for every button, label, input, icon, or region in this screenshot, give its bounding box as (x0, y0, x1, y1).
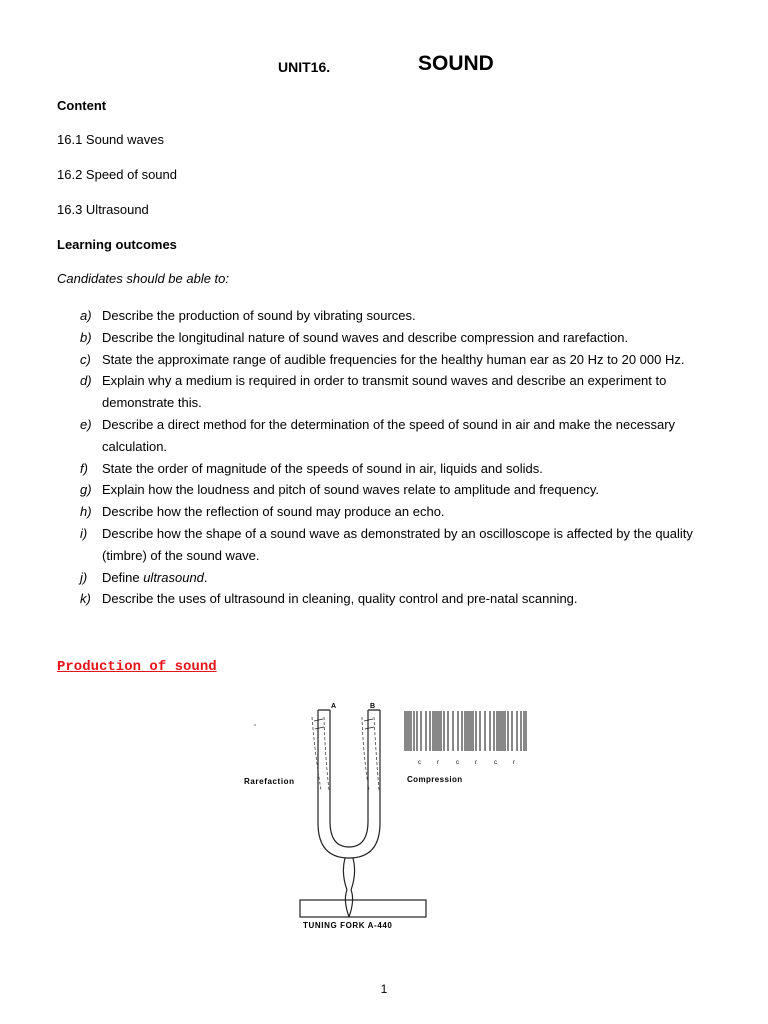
outcome-item (57, 458, 737, 480)
outcome-text: Explain why a medium is required in order to transmit sound waves and describe an experiment to demonstrate this. (102, 373, 667, 411)
outcome-marker: e) (80, 416, 92, 432)
outcome-marker: i) (80, 525, 88, 541)
learning-intro: Candidates should be able to: (57, 271, 230, 286)
outcome-marker: a) (80, 308, 92, 323)
outcome-text: Describe the production of sound by vibrating sources. (102, 308, 416, 323)
outcome-item (57, 523, 737, 567)
speck (425, 907, 427, 909)
tuning-fork-diagram (235, 695, 545, 940)
outcome-marker: g) (80, 482, 92, 498)
outcome-item (57, 567, 737, 589)
wave-mark-label: r (475, 760, 477, 766)
outcome-marker: f) (80, 460, 88, 476)
prong-a-label: A (331, 703, 337, 710)
outcome-marker: h) (80, 504, 92, 520)
outcome-text: Describe the uses of ultrasound in cleaning, quality control and pre-natal scanning. (102, 591, 578, 607)
speck (254, 724, 255, 725)
sound-wave-marks (418, 760, 515, 766)
outcome-marker: k) (80, 591, 91, 607)
outcome-text: Describe how the reflection of sound may produce an echo. (102, 504, 445, 520)
outcome-item (57, 414, 737, 458)
prong-arrow (365, 727, 374, 729)
rarefaction-label: Rarefaction (244, 777, 295, 786)
outcome-item (57, 349, 737, 371)
page-number: 1 (380, 982, 388, 996)
tuning-fork-caption: TUNING FORK A-440 (303, 921, 393, 930)
outcome-text (102, 567, 737, 589)
content-item: 16.2 Speed of sound (57, 167, 177, 182)
prong-arrows (314, 719, 374, 729)
learning-outcomes-list (57, 305, 737, 610)
content-item: 16.3 Ultrasound (57, 202, 149, 217)
section-heading-production-of-sound: Production of sound (57, 659, 217, 675)
outcome-marker: j) (80, 569, 88, 585)
fork-stem (343, 858, 354, 890)
learning-outcomes-heading: Learning outcomes (57, 237, 177, 252)
unit-title: SOUND (418, 52, 494, 75)
content-heading: Content (57, 98, 107, 113)
outcome-text: Describe a direct method for the determination of the speed of sound in air and make the necessary calculation. (102, 416, 676, 454)
wave-mark-label: r (513, 760, 515, 766)
outcome-item (57, 305, 737, 327)
wave-mark-label: c (418, 760, 421, 766)
prong-arrow (315, 727, 324, 729)
content-item: 16.1 Sound waves (57, 132, 164, 147)
outcome-marker: b) (80, 329, 92, 345)
outcome-item (57, 479, 737, 501)
outcome-item (57, 327, 737, 349)
wave-mark-label: r (437, 760, 439, 766)
outcome-item (57, 588, 737, 610)
outcome-marker: d) (80, 373, 92, 389)
compression-label: Compression (407, 775, 463, 784)
fork-outer-outline (318, 710, 380, 858)
vibration-line-a2 (324, 717, 329, 790)
outcome-text-start: Define (102, 569, 144, 585)
fork-inner-outline (330, 710, 368, 847)
wave-mark-label: c (494, 760, 497, 766)
outcome-text-end: . (203, 569, 208, 585)
outcome-text: Describe how the shape of a sound wave as demonstrated by an oscilloscope is affected by the quality (timbre) of the sound wave. (102, 525, 693, 563)
sound-wave-bars (405, 711, 526, 751)
outcome-marker: c) (80, 351, 91, 367)
unit-label: UNIT16. (278, 59, 331, 75)
fork-foot (345, 890, 352, 917)
outcome-text: Describe the longitudinal nature of sound waves and describe compression and rarefaction. (102, 329, 629, 345)
vibration-line-b2 (374, 717, 379, 790)
outcome-item (57, 501, 737, 523)
outcome-item (57, 370, 737, 414)
outcome-text: State the approximate range of audible frequencies for the healthy human ear as 20 Hz to 20 000 Hz. (102, 351, 685, 367)
outcome-text: Explain how the loudness and pitch of sound waves relate to amplitude and frequency. (102, 482, 599, 498)
title-row (0, 52, 768, 82)
fork-base-block (300, 900, 426, 917)
wave-mark-label: c (456, 760, 459, 766)
prong-b-label: B (370, 703, 376, 710)
outcome-text: State the order of magnitude of the speeds of sound in air, liquids and solids. (102, 460, 543, 476)
outcome-term-ultrasound: ultrasound (143, 569, 204, 585)
